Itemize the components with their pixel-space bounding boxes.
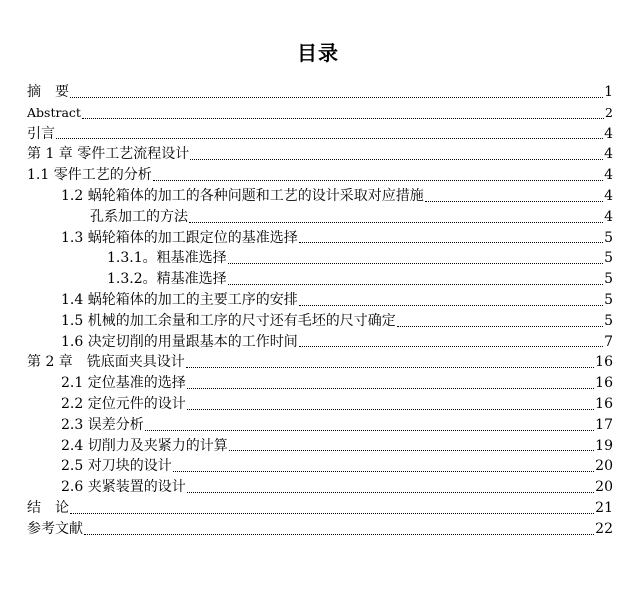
toc-entry-label: 1.3.2。精基准选择 (107, 271, 227, 288)
dot-leader (299, 304, 603, 306)
dot-leader (299, 345, 603, 347)
toc-entry-page: 5 (604, 291, 613, 308)
toc-entry-page: 17 (595, 416, 613, 433)
toc-entry-section-1-3-2[interactable] (27, 269, 613, 290)
dot-leader (187, 491, 594, 493)
toc-entry-label: 第 2 章 铣底面夹具设计 (27, 354, 185, 371)
toc-entry-label: 2.3 误差分析 (61, 416, 144, 433)
dot-leader (425, 200, 603, 202)
toc-entry-label: 摘 要 (27, 84, 69, 100)
toc-entry-page: 7 (604, 333, 613, 350)
toc-entry-section-1-6[interactable] (27, 332, 613, 353)
dot-leader (397, 325, 603, 327)
toc-entry-page: 4 (604, 208, 613, 225)
toc-entry-page: 4 (604, 125, 613, 142)
toc-entry-page: 21 (595, 499, 613, 516)
toc-entry-label: 1.3 蜗轮箱体的加工跟定位的基准选择 (61, 229, 298, 246)
dot-leader (228, 262, 603, 264)
toc-entry-section-1-5[interactable] (27, 311, 613, 332)
toc-entry-section-2-6[interactable] (27, 477, 613, 498)
dot-leader (145, 429, 594, 431)
toc-entry-section-2-3[interactable] (27, 415, 613, 436)
dot-leader (70, 512, 594, 514)
toc-entry-section-1-4[interactable] (27, 290, 613, 311)
toc-entry-label: 2.1 定位基准的选择 (61, 375, 186, 392)
toc-entry-page: 5 (604, 271, 613, 288)
toc-entry-section-2-1[interactable] (27, 373, 613, 394)
toc-entry-label: Abstract (27, 104, 81, 120)
toc-entry-section-2-2[interactable] (27, 394, 613, 415)
toc-entry-section-1-2-cont[interactable] (27, 207, 613, 228)
dot-leader (56, 137, 603, 139)
toc-title: 目录 (297, 41, 339, 65)
toc-entry-label: 1.5 机械的加工余量和工序的尺寸还有毛坯的尺寸确定 (61, 312, 396, 329)
toc-entry-page: 4 (604, 187, 613, 204)
toc-entry-page: 20 (595, 479, 613, 496)
toc-entry-page: 2 (605, 104, 613, 120)
toc-entry-conclusion[interactable] (27, 498, 613, 519)
toc-entry-label: 参考文献 (27, 520, 83, 537)
toc-entry-page: 16 (595, 375, 613, 392)
dot-leader (299, 241, 603, 243)
toc-entry-page: 1 (604, 84, 613, 100)
toc-entry-section-2-5[interactable] (27, 456, 613, 477)
dot-leader (153, 179, 603, 181)
dot-leader (173, 470, 594, 472)
toc-entry-references[interactable] (27, 519, 613, 540)
toc-entry-label: 1.2 蜗轮箱体的加工的各种问题和工艺的设计采取对应措施 (61, 187, 424, 204)
toc-entry-section-1-1[interactable] (27, 165, 613, 186)
toc-entry-introduction[interactable] (27, 124, 613, 145)
dot-leader (186, 366, 594, 368)
toc-entry-label: 结 论 (27, 499, 69, 516)
toc-entry-label: 引言 (27, 125, 55, 142)
dot-leader (187, 387, 594, 389)
dot-leader (228, 283, 603, 285)
toc-entry-label: 2.5 对刀块的设计 (61, 458, 172, 475)
toc-entry-label: 2.2 定位元件的设计 (61, 395, 186, 412)
toc-entry-chapter-1[interactable] (27, 144, 613, 165)
table-of-contents (27, 82, 613, 540)
toc-entry-page: 16 (595, 395, 613, 412)
toc-entry-label: 1.6 决定切削的用量跟基本的工作时间 (61, 333, 298, 350)
dot-leader (189, 221, 603, 223)
toc-entry-abstract-en[interactable] (27, 103, 613, 124)
toc-entry-label: 1.1 零件工艺的分析 (27, 167, 152, 184)
toc-entry-page: 22 (595, 520, 613, 537)
toc-entry-label: 1.3.1。粗基准选择 (107, 250, 227, 267)
dot-leader (190, 158, 603, 160)
toc-entry-label: 2.6 夹紧装置的设计 (61, 479, 186, 496)
toc-entry-chapter-2[interactable] (27, 352, 613, 373)
toc-entry-page: 20 (595, 458, 613, 475)
toc-entry-section-1-3-1[interactable] (27, 248, 613, 269)
toc-entry-label: 第 1 章 零件工艺流程设计 (27, 146, 190, 163)
toc-entry-section-1-2[interactable] (27, 186, 613, 207)
dot-leader (84, 533, 594, 535)
dot-leader (229, 449, 594, 451)
toc-entry-page: 19 (595, 437, 613, 454)
toc-entry-label: 1.4 蜗轮箱体的加工的主要工序的安排 (61, 291, 298, 308)
toc-entry-page: 4 (604, 146, 613, 163)
toc-entry-page: 5 (604, 229, 613, 246)
dot-leader (70, 96, 603, 98)
toc-entry-page: 5 (604, 250, 613, 267)
dot-leader (187, 408, 594, 410)
toc-entry-label: 孔系加工的方法 (90, 208, 188, 225)
toc-entry-label: 2.4 切削力及夹紧力的计算 (61, 437, 228, 454)
toc-entry-page: 4 (604, 167, 613, 184)
toc-entry-abstract-cn[interactable] (27, 82, 613, 103)
toc-entry-page: 16 (595, 354, 613, 371)
toc-entry-page: 5 (604, 312, 613, 329)
toc-entry-section-2-4[interactable] (27, 436, 613, 457)
dot-leader (82, 117, 604, 119)
toc-entry-section-1-3[interactable] (27, 228, 613, 249)
